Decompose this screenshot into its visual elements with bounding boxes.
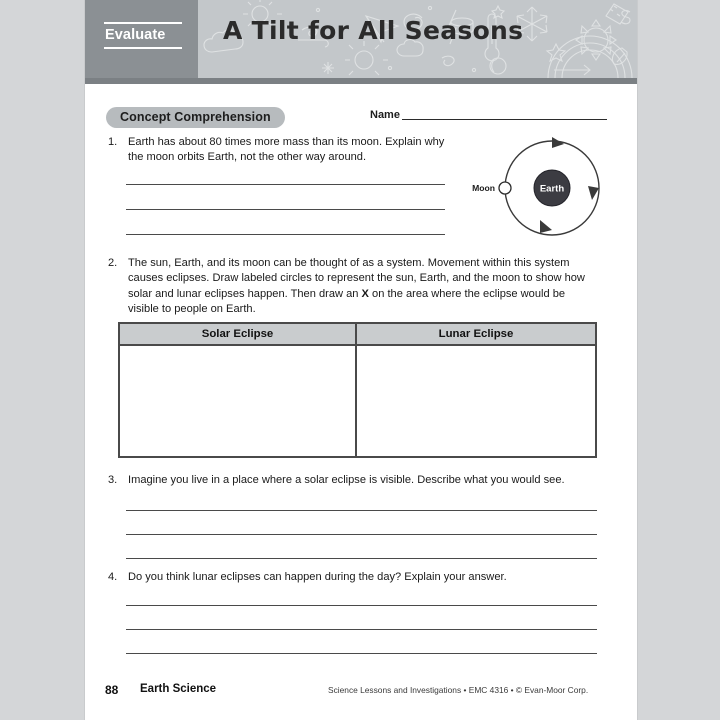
evaluate-tab-inner [104,22,184,49]
worksheet-page [85,0,637,720]
eclipse-table-header-row [120,324,595,346]
question-1 [106,135,456,166]
name-field[interactable] [370,109,607,122]
q1-answer-line-2[interactable] [126,209,445,210]
question-2-bold-x: X [361,287,369,300]
moon-label: Moon [472,183,495,193]
q3-answer-line-3[interactable] [126,558,597,559]
page-header [85,0,637,87]
question-2-number: 2. [108,257,118,269]
question-3 [106,473,606,488]
q3-answer-line-2[interactable] [126,534,597,535]
question-4-text: Do you think lunar eclipses can happen during the day? Explain your answer. [128,571,507,583]
question-2-text [128,256,596,318]
q4-answer-line-3[interactable] [126,653,597,654]
q3-answer-line-1[interactable] [126,510,597,511]
name-write-line[interactable] [402,119,607,120]
question-2 [106,256,596,318]
concept-comprehension-pill: Concept Comprehension [106,107,285,128]
footer-credit: Science Lessons and Investigations • EMC 4316 • © Evan-Moor Corp. [328,685,589,695]
earth-label: Earth [539,183,565,195]
eclipse-table-body-row [120,346,595,456]
q4-answer-line-1[interactable] [126,605,597,606]
q1-answer-line-3[interactable] [126,234,445,235]
evaluate-tab-label: Evaluate [105,27,166,43]
question-2-text-part2: on the area where the eclipse would be visible to people on Earth. [128,287,566,316]
question-4-number: 4. [108,571,118,583]
moon-circle [499,182,511,194]
worksheet-title: A Tilt for All Seasons [223,16,524,45]
eclipse-table [118,322,597,458]
question-3-text: Imagine you live in a place where a solar eclipse is visible. Describe what you would see. [128,474,565,486]
question-3-number: 3. [108,474,118,486]
title-banner [198,0,637,78]
footer-page-number: 88 [105,683,119,697]
eclipse-table-cell-lunar[interactable] [357,346,595,456]
q4-answer-line-2[interactable] [126,629,597,630]
orbit-arrow-bottom-icon [540,220,552,233]
earth-moon-orbit-diagram [440,128,637,248]
question-1-number: 1. [108,136,118,148]
tab-rule-bottom [104,47,182,49]
question-1-text: Earth has about 80 times more mass than its moon. Explain why the moon orbits Earth, not the other way around. [128,136,445,164]
footer-subject: Earth Science [140,683,217,695]
eclipse-table-cell-solar[interactable] [120,346,357,456]
evaluate-tab [85,0,198,78]
eclipse-table-header-lunar: Lunar Eclipse [438,328,514,340]
header-underbar-light [85,84,637,87]
eclipse-table-header-solar: Solar Eclipse [120,324,357,344]
question-2-text-part1: The sun, Earth, and its moon can be thought of as a system. Movement within this system causes eclipses. Draw labeled circles to represent the sun, Earth, and the moon to show how solar and lunar eclipses happen. Then draw an [128,257,585,300]
name-label: Name [370,109,400,121]
q1-answer-line-1[interactable] [126,184,445,185]
question-4 [106,570,606,585]
